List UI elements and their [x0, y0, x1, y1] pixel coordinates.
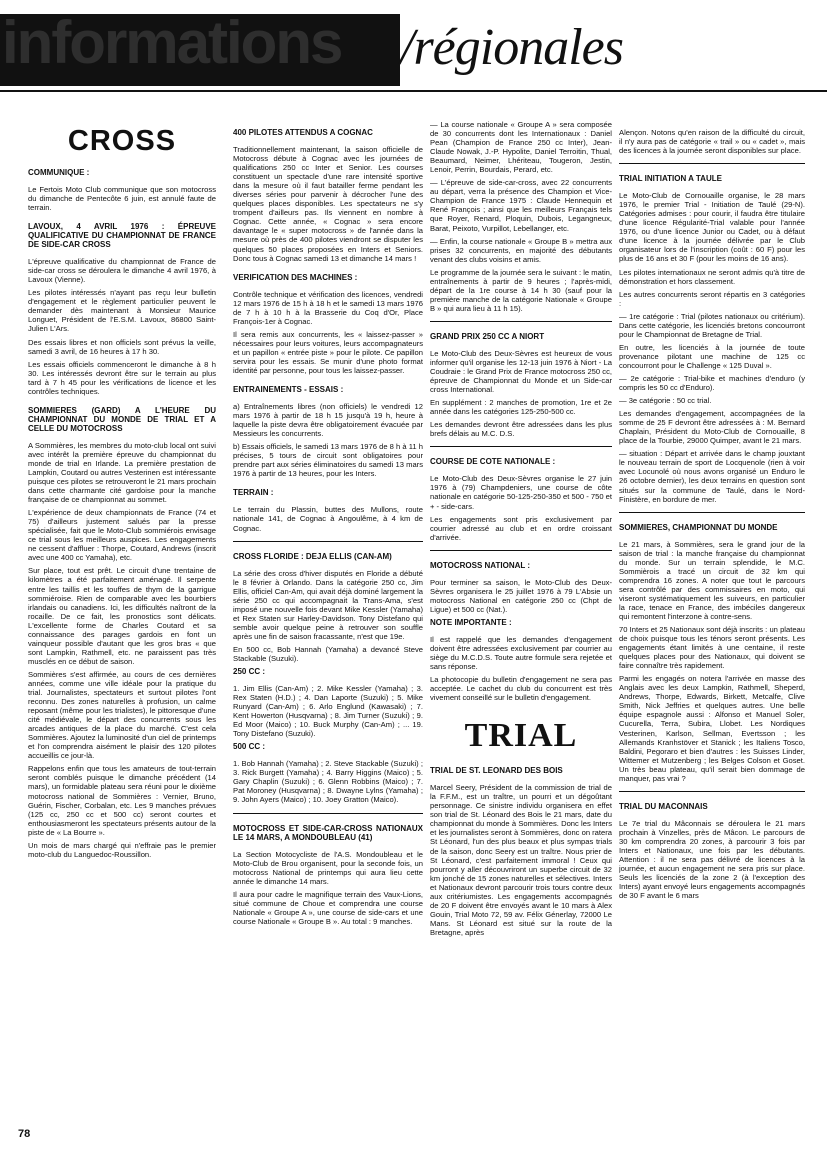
divider	[430, 446, 612, 447]
paragraph: L'épreuve qualificative du championnat de France de side-car cross se déroulera le dimanche 4 avril 1976, à Lavoux (Vienne).	[28, 257, 216, 285]
paragraph: La Section Motocycliste de l'A.S. Mondoubleau et le Moto-Club de Brou organisent, pour la seconde fois, un motocross National de printemps qui aura lieu cette année le dimanche 14 mars.	[233, 849, 423, 886]
heading-terrain: TERRAIN :	[233, 488, 274, 498]
paragraph: En outre, les licenciés à la journée de toute provenance pilotant une machine de 125 cc concourront pour le Challenge « 125 Duval ».	[619, 342, 805, 370]
heading-maconnais: TRIAL DU MACONNAIS	[619, 801, 708, 811]
column-2	[233, 128, 423, 1138]
paragraph: Les pilotes internationaux ne seront admis qu'à titre de démonstration et hors classement.	[619, 267, 805, 286]
divider	[233, 813, 423, 814]
paragraph: Les engagements sont pris exclusivement par courrier adressé au club et en ordre croissant d'arrivée.	[430, 514, 612, 542]
heading-sommieres: SOMMIERES (GARD) A L'HEURE DU CHAMPIONNAT DU MONDE DE TRIAL ET A CELLE DU MOTOCROSS	[28, 405, 216, 433]
paragraph: Des essais libres et non officiels sont prévus la veille, samedi 3 avril, de 16 heures à 17 h 30.	[28, 337, 216, 356]
paragraph: Le Moto-Club des Deux-Sèvres organise le 27 juin 1976 à (79) Champdeniers, une course de côte nationale en catégorie 50-125-250-350 et 500 - 750 et + - side-cars.	[430, 474, 612, 511]
paragraph: A Sommières, les membres du moto-club local ont suivi avec intérêt la première épreuve du championnat du monde de trial en Irlande. La première prestation de Lampkin, Coutard ou autres Vesterinen est intéressante puisque ces pilotes se retrouveront le 21 mars prochain dans cette charmante cité gardoise pour la manche française de ce championnat au sommet.	[28, 440, 216, 505]
paragraph: Marcel Seery, Président de la commission de trial de la F.F.M., est un traître, un pourri et un dégoûtant personnage. Ce sinistre individu organisera en effet son trial de St. Léonard des Bois le 21 mars, date du championnat du monde à Sommières. Donc les Inters et les journalistes seront à Sommières, donc on ratera St Léonard, l'un des plus beaux et plus sympas trials de la saison, donc Seery est un traître. Nous prier de St Léonard, c'est parfaitement immoral ! Ceux qui pourront y aller découvriront un superbe circuit de 32 km jonché de 15 zones naturelles et sélectives. Inters et Nationaux devront parcourir trois tours contre deux aux critériumistes. Les engagements accompagnés de 20 F doivent être envoyés avant le 10 mars à Alex Gouin, Trial Moto 72, 59 av. Félix Génerlay, 72000 Le Mans. St Léonard est situé sur la route de la Bretagne, après	[430, 783, 612, 937]
divider	[619, 791, 805, 792]
paragraph: Traditionnellement maintenant, la saison officielle de Motocross débute à Cognac avec les journées de qualifications 250 cc Inter et Senior. Les courses constituent un spectacle d'une rare intensité sportive dans la mesure où il faut batailler ferme pendant les diverses séries pour parvenir à décrocher l'une des quelques places disponibles. Les spectateurs ne s'y trompent d'ailleurs pas. Ils viennent en nombre à Cognac. Cette année, « Cognac » sera encore davantage le « super motocross » de l'année dans la mesure où près de 400 pilotes viendront se disputer les quelques 50 places proposées en Inters et Seniors. Donc tous à Cognac samedi 13 et dimanche 14 mars !	[233, 145, 423, 263]
heading-500cc: 500 CC :	[233, 742, 266, 752]
heading-cognac: 400 PILOTES ATTENDUS A COGNAC	[233, 128, 373, 137]
paragraph: 70 Inters et 25 Nationaux sont déjà inscrits : un plateau de choix puisque tous les ténors seront présents. Les engagements étant limités à une centaine, il reste quelques places pour des Nationaux, qui doivent se faire connaître très rapidement.	[619, 625, 805, 671]
divider	[430, 550, 612, 551]
paragraph: Parmi les engagés on notera l'arrivée en masse des Anglais avec les deux Lampkin, Rathmell, Sheperd, Andrews, Thorpe, Edwards, Birkett, Metcalfe, Clive Smith, Nick Jeffries et quelques autres. Une belle équipe espagnole aussi : Alfonso et Manuel Soler, Cucurella, Terra, Subira, Llobet. Les Nordiques Vesterinen, Karlson, Sellman, Evertsson ; les Allemands Kranhstöver et Stanick ; les Italiens Tosco, Baldini, Pegoraro et bien d'autres : les Suisses Linder, Wittemer et Mutzenberg ; les Belges Colson et Goset. Un très beau plateau, qu'il serait bien dommage de manquer, pas vrai ?	[619, 674, 805, 783]
heading-entrainements: ENTRAINEMENTS - ESSAIS :	[233, 385, 344, 395]
heading-st-leonard: TRIAL DE ST. LEONARD DES BOIS	[430, 766, 563, 776]
paragraph: Le terrain du Plassin, buttes des Mullons, route nationale 141, de Cognac à Angoulême, à 4 km de Cognac.	[233, 505, 423, 533]
paragraph: Le 7e trial du Mâconnais se déroulera le 21 mars prochain à Vinzelles, près de Mâcon. Le parcours de 30 km comprendra 20 zones, à parcourir 3 fois par Inters et Nationaux, une fois par les débutants. Attention : il ne sera pas délivré de licences à la journée, et aucun engagement ne sera pris sur place. Seuls les licenciés de la zone 2 (à l'exception des Inters) ayant envoyé leurs engagements accompagnés de 30 F avant le 6 mars	[619, 818, 805, 901]
paragraph: Les autres concurrents seront répartis en 3 catégories :	[619, 289, 805, 308]
paragraph: En 500 cc, Bob Hannah (Yamaha) a devancé Steve Stackable (Suzuki).	[233, 644, 423, 663]
masthead-rule	[0, 90, 827, 92]
paragraph: — situation : Départ et arrivée dans le champ jouxtant le nouveau terrain de sport de Locquenole (rien à voir avec Locunolé où nous avons organisé un Enduro le 26 octobre dernier), les deux terrains en question sont situés sur la commune de Taulé, dans le Nord-Finistère, en bordure de mer.	[619, 449, 805, 504]
heading-verification: VERIFICATION DES MACHINES :	[233, 272, 358, 282]
heading-motocross-national: MOTOCROSS NATIONAL :	[430, 560, 530, 570]
paragraph: Un mois de mars chargé qui n'effraie pas le premier moto-club du Languedoc-Roussillon.	[28, 840, 216, 859]
paragraph: Il est rappelé que les demandes d'engagement doivent être adressées exclusivement par courrier au siège du M.C.D.S. Toute autre formule sera rejetée et sans réponse.	[430, 634, 612, 672]
section-title-cross: CROSS	[67, 125, 177, 157]
paragraph: Rappelons enfin que tous les amateurs de tout-terrain seront comblés puisque le dimanche précédent (14 mars), un formidable plateau sera réuni pour le dixième motocross national de Sommières : Vernier, Bruno, Guérin, Fischer, Corbalan, etc. Les 9 manches prévues (125 cc, 250 cc et 500 cc) seront courtes et enthousiasmeront les spectateurs présents autour de la piste de « La Bourre ».	[28, 764, 216, 837]
divider	[430, 321, 612, 322]
paragraph: b) Essais officiels, le samedi 13 mars 1976 de 8 h à 11 h précises, 5 tours de circuit sont obligatoires pour prendre part aux séries éliminatoires du samedi 13 mars 1976 à partir de 13 heures, pour les Inters.	[233, 442, 423, 479]
paragraph: Contrôle technique et vérification des licences, vendredi 12 mars 1976 de 15 h à 18 h et le samedi 13 mars 1976 de 7 h à 10 h à la Brasserie du Coq d'Or, Place François-1er à Cognac.	[233, 289, 423, 326]
heading-niort: GRAND PRIX 250 CC A NIORT	[430, 331, 545, 341]
paragraph: — 2e catégorie : Trial-bike et machines d'enduro (y compris les 50 cc d'Enduro).	[619, 373, 805, 393]
paragraph: — 3e catégorie : 50 cc trial.	[619, 396, 712, 406]
paragraph: Le programme de la journée sera le suivant : le matin, entraînements à partir de 9 heures ; l'après-midi, départ de la 1re course à 14 h 30 (sauf pour la première manche de la catégorie Nationale « Groupe B » qui aura lieu à 11 h 15).	[430, 267, 612, 313]
section-title-trial: TRIAL	[464, 717, 578, 755]
paragraph: — 1re catégorie : Trial (pilotes nationaux ou critérium). Dans cette catégorie, les licenciés bretons concourront pour le Championnat de Bretagne de Trial.	[619, 311, 805, 339]
heading-mondoubleau: MOTOCROSS ET SIDE-CAR-CROSS NATIONAUX LE 14 MARS, A MONDOUBLEAU (41)	[233, 823, 423, 842]
divider	[233, 541, 423, 542]
paragraph: — La course nationale « Groupe A » sera composée de 30 concurrents dont les Internationaux : Daniel Pean (Champion de France 250 cc Inter), Jean-Claude Nowak, J.-P. Hypolite, Daniel Terroitin, Thual, Beaumard, Neimer, Lhériteau, Tougeron, Jestin, Lenoir, Perrin, Bourdais, Perard, etc.	[430, 120, 612, 175]
paragraph: Sommières s'est affirmée, au cours de ces dernières années, comme une ville idéale pour la pratique du trial. Journalistes, spectateurs et surtout pilotes l'ont reconnu. Des zones naturelles à profusion, un calme reposant (même pour les trialistes), le pittoresque d'une cité médiévale, le départ des concurrents sous les arcades antiques de la place du marché. C'est cela Sommières. Ajoutez la luminosité d'un ciel de printemps et l'on comprendra aisément le plaisir des 120 pilotes accueillis ce jour-là.	[28, 669, 216, 761]
paragraph: Il aura pour cadre le magnifique terrain des Vaux-Lions, situé commune de Choue et comprendra une course Nationale « Groupe A », une course de side-cars et une course Nationale « Groupe B ». Au total : 9 manches.	[233, 889, 423, 926]
heading-taule: TRIAL INITIATION A TAULE	[619, 174, 722, 184]
masthead-ghost-word: informations	[2, 9, 342, 76]
paragraph: Sur place, tout est prêt. Le circuit d'une trentaine de kilomètres a été parfaitement aménagé. Il serpente entre les taillis et les touffes de thym de la garrigue sommiéroise. Rien de comparable avec les bourbiers irlandais ou canadiens. Ici, les difficultés naîtront de la rocaille. De ce fait, les pronostics sont délicats. L'excellente forme de Charles Coutard et sa connaissance des parages gardois en font un vainqueur possible d'autant que les gros bras « que sont Lampkin, Rathmell, etc. ne paraissent pas très musclés en ce début de saison.	[28, 566, 216, 666]
page-number: 78	[18, 1128, 31, 1140]
paragraph: Les pilotes intéressés n'ayant pas reçu leur bulletin d'engagement et le règlement particulier peuvent le demander dès maintenant à Monsieur Maurice Longuet, Président de l'E.S.M. Lavoux, 86800 Saint-Julien L'Ars.	[28, 288, 216, 334]
heading-250cc: 250 CC :	[233, 667, 266, 677]
paragraph: Le Moto-Club des Deux-Sèvres est heureux de vous informer qu'il organise les 12-13 juin 1976 à Niort - La Coudraie : le Grand Prix de France motocross 250 cc, épreuve de Championnat du Monde et un Side-car cross International.	[430, 348, 612, 395]
paragraph: Pour terminer sa saison, le Moto-Club des Deux-Sèvres organisera le 25 juillet 1976 à 79 L'Absie un motocross National en catégorie 250 cc (Chpt de Ligue) et 500 cc (Nat.).	[430, 577, 612, 614]
heading-course-cote: COURSE DE COTE NATIONALE :	[430, 457, 556, 467]
paragraph: La photocopie du bulletin d'engagement ne sera pas acceptée. Le cachet du club du concurrent est très vivement conseillé sur le bulletin d'engagement.	[430, 675, 612, 703]
heading-floride: CROSS FLORIDE : DEJA ELLIS (CAN-AM)	[233, 551, 392, 561]
paragraph: Les demandes devront être adressées dans les plus brefs délais au M.C. D.S.	[430, 420, 612, 439]
paragraph: Le 21 mars, à Sommières, sera le grand jour de la saison de trial : la manche française du championnat du monde. Sur un terrain splendide, le M.C. Sommièrois a tracé un circuit de 32 km qui comprendra 16 zones. A noter que tout le parcours sera contrôlé par des commissaires en moto, qui viseront systématiquement les suiveurs, en particulier la race, tenace en France, des imbéciles dangereux qui remontent l'interzone à contre-sens.	[619, 539, 805, 621]
divider	[619, 163, 805, 164]
paragraph: La série des cross d'hiver disputés en Floride a débuté le 8 février à Orlando. Dans la catégorie 250 cc, Jim Ellis, officiel Can-Am, qui avait déjà dominé largement la série 250 cc qui accompagnait la Trans-Ama, s'est imposé une nouvelle fois devant Mike Kessler (Yamaha) et Rex Staten sur Harley-Davidson. Tony Distefano qui semble avoir quelque peine à retrouver son souffle après une fin de saison fracassante, n'est que 19e.	[233, 568, 423, 641]
masthead-title: /régionales	[400, 19, 623, 76]
paragraph: a) Entraînements libres (non officiels) le vendredi 12 mars 1976 à partir de 18 h 15 jusqu'à 19 h, heure à laquelle la piste devra être obligatoirement évacuée par Messieurs les concurrents.	[233, 402, 423, 439]
paragraph: — Enfin, la course nationale « Groupe B » mettra aux prises 32 concurrents, en majorité des débutants venant des clubs voisins et amis.	[430, 236, 612, 264]
heading-lavoux: LAVOUX, 4 AVRIL 1976 : ÉPREUVE QUALIFICATIVE DU CHAMPIONNAT DE FRANCE DE SIDE-CAR CROSS	[28, 222, 216, 250]
column-4	[619, 128, 805, 1138]
column-1	[28, 120, 216, 1130]
paragraph: — L'épreuve de side-car-cross, avec 22 concurrents au départ, verra la présence des Champion et Vice-Champion de France 1975 : Claude Hennequin et René François ; ainsi que les meilleurs Français tels que Royer, Renard, Ploquin, Dubois, Legangneux, Barat, Peixoto, Vurpillot, Lebellanger, etc.	[430, 178, 612, 233]
heading-note: NOTE IMPORTANTE :	[430, 617, 512, 627]
paragraph: Les demandes d'engagement, accompagnées de la somme de 25 F devront être adressées à : M. Bernard Chaplain, Président du Moto-Club de Cornouaille, 8 place de la Tourbie, 29000 Quimper, avant le 21 mars.	[619, 409, 805, 446]
paragraph: En supplément : 2 manches de promotion, 1re et 2e année dans les catégories 125-250-500 cc.	[430, 398, 612, 417]
masthead	[0, 0, 827, 92]
heading-championnat-monde: SOMMIERES, CHAMPIONNAT DU MONDE	[619, 522, 778, 532]
heading-communique: COMMUNIQUE :	[28, 168, 90, 177]
divider	[619, 512, 805, 513]
paragraph: Les essais officiels commenceront le dimanche à 8 h 30. Les intéressés devront être sur le terrain au plus tard à 7 h 45 pour les vérifications de licence et les contrôles techniques.	[28, 359, 216, 396]
results-250cc: 1. Jim Ellis (Can-Am) ; 2. Mike Kessler (Yamaha) ; 3. Rex Staten (H.D.) ; 4. Dan Laporte (Suzuki) ; 5. Mike Runyard (Can-Am) ; 6. Arlo Englund (Kawasaki) ; 7. Kent Howerton (Husqvarna) ; 8. Jim Turner (Suzuki) ; 9. Ed Moor (Maico) ; 10. Buck Murphy (Can-Am) ; ... 19. Tony Distefano (Suzuki).	[233, 684, 423, 739]
results-500cc: 1. Bob Hannah (Yamaha) ; 2. Steve Stackable (Suzuki) ; 3. Rick Burgett (Yamaha) ; 4. Barry Higgins (Maico) ; 5. Gary Chaplin (Suzuki) ; 6. Glenn Robbins (Maico) ; 7. Pat Moroney (Husqvarna) ; 8. Dwayne Lylns (Yamaha) ; 9. John Ayers (Maico) ; 10. Joey Gratton (Maico).	[233, 759, 423, 805]
column-3	[430, 120, 612, 1130]
paragraph: Alençon. Notons qu'en raison de la difficulté du circuit, il n'y aura pas de catégorie « trail » ou « cadet », mais des licences à la journée seront disponibles sur place.	[619, 128, 805, 156]
paragraph: Le Moto-Club de Cornouaille organise, le 28 mars 1976, le premier Trial - Initiation de Taulé (29-N). Catégories admises : pour courir, il faudra être titulaire d'une licence Régularité-Trial valable pour l'année 1976, ou d'une licence Junior ou Cadet, ou à défaut d'une licence à la journée délivrée par le Club organisateur lors de l'inscription (coût : 60 F) pour les plus de 16 ans et 30 F (pour les moins de 16 ans).	[619, 191, 805, 264]
paragraph: Le Fertois Moto Club communique que son motocross du dimanche de Pentecôte 6 juin, est annulé faute de terrain.	[28, 185, 216, 213]
paragraph: L'expérience de deux championnats de France (74 et 75) d'ailleurs justement salués par la presse spécialisée, fait que le Moto-Club sommiérois envisage ce trial sous les meilleurs auspices. Les engagements ne cessent d'affluer : Thorpe, Coutard, Andrews (inscrit avec une 400 cc Yamaha), etc.	[28, 508, 216, 563]
paragraph: Il sera remis aux concurrents, les « laissez-passer » nécessaires pour leurs voitures, leurs accompagnateurs et un papillon « entrée piste » pour le pilote. Ce papillon servira pour les essais. Se munir d'une photo format identité par personne, pour tous les laissez-passer.	[233, 329, 423, 375]
